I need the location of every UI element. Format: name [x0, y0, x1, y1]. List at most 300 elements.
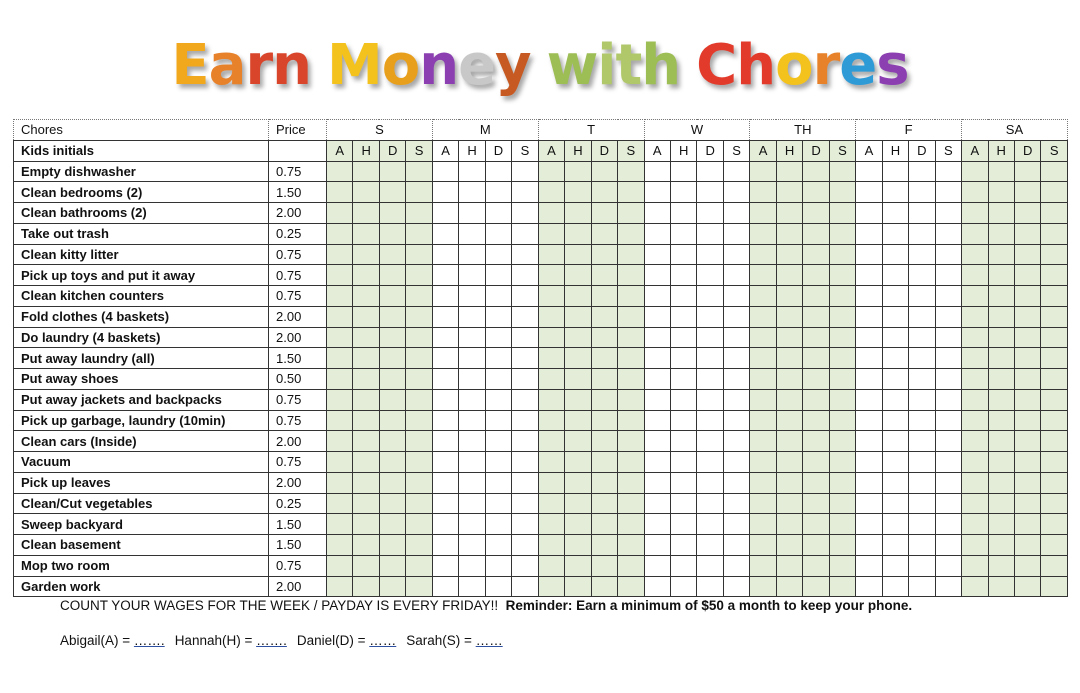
checkbox-cell[interactable] — [379, 493, 405, 514]
checkbox-cell[interactable] — [935, 244, 961, 265]
checkbox-cell[interactable] — [909, 348, 935, 369]
checkbox-cell[interactable] — [379, 265, 405, 286]
checkbox-cell[interactable] — [538, 410, 564, 431]
checkbox-cell[interactable] — [459, 161, 485, 182]
checkbox-cell[interactable] — [882, 348, 908, 369]
checkbox-cell[interactable] — [1041, 244, 1067, 265]
checkbox-cell[interactable] — [670, 327, 696, 348]
checkbox-cell[interactable] — [459, 327, 485, 348]
checkbox-cell[interactable] — [512, 452, 538, 473]
checkbox-cell[interactable] — [512, 265, 538, 286]
checkbox-cell[interactable] — [962, 452, 988, 473]
checkbox-cell[interactable] — [829, 327, 855, 348]
checkbox-cell[interactable] — [988, 369, 1014, 390]
checkbox-cell[interactable] — [882, 452, 908, 473]
checkbox-cell[interactable] — [776, 161, 802, 182]
checkbox-cell[interactable] — [327, 369, 353, 390]
checkbox-cell[interactable] — [618, 472, 644, 493]
checkbox-cell[interactable] — [327, 203, 353, 224]
checkbox-cell[interactable] — [856, 223, 882, 244]
checkbox-cell[interactable] — [829, 369, 855, 390]
checkbox-cell[interactable] — [432, 576, 458, 597]
checkbox-cell[interactable] — [909, 161, 935, 182]
checkbox-cell[interactable] — [406, 555, 433, 576]
checkbox-cell[interactable] — [670, 410, 696, 431]
checkbox-cell[interactable] — [512, 369, 538, 390]
checkbox-cell[interactable] — [459, 576, 485, 597]
checkbox-cell[interactable] — [882, 535, 908, 556]
checkbox-cell[interactable] — [962, 203, 988, 224]
checkbox-cell[interactable] — [670, 472, 696, 493]
checkbox-cell[interactable] — [644, 369, 670, 390]
checkbox-cell[interactable] — [432, 493, 458, 514]
checkbox-cell[interactable] — [618, 493, 644, 514]
checkbox-cell[interactable] — [1041, 431, 1067, 452]
checkbox-cell[interactable] — [803, 327, 829, 348]
checkbox-cell[interactable] — [723, 182, 749, 203]
checkbox-cell[interactable] — [591, 452, 617, 473]
checkbox-cell[interactable] — [882, 327, 908, 348]
checkbox-cell[interactable] — [512, 348, 538, 369]
checkbox-cell[interactable] — [856, 452, 882, 473]
checkbox-cell[interactable] — [1041, 348, 1067, 369]
checkbox-cell[interactable] — [406, 182, 433, 203]
checkbox-cell[interactable] — [829, 182, 855, 203]
checkbox-cell[interactable] — [856, 431, 882, 452]
checkbox-cell[interactable] — [803, 431, 829, 452]
checkbox-cell[interactable] — [512, 389, 538, 410]
checkbox-cell[interactable] — [988, 161, 1014, 182]
checkbox-cell[interactable] — [618, 431, 644, 452]
checkbox-cell[interactable] — [935, 265, 961, 286]
checkbox-cell[interactable] — [723, 576, 749, 597]
checkbox-cell[interactable] — [432, 223, 458, 244]
checkbox-cell[interactable] — [856, 286, 882, 307]
checkbox-cell[interactable] — [485, 203, 511, 224]
checkbox-cell[interactable] — [591, 161, 617, 182]
checkbox-cell[interactable] — [565, 244, 591, 265]
checkbox-cell[interactable] — [1041, 493, 1067, 514]
checkbox-cell[interactable] — [432, 369, 458, 390]
checkbox-cell[interactable] — [697, 410, 723, 431]
checkbox-cell[interactable] — [353, 327, 379, 348]
checkbox-cell[interactable] — [962, 389, 988, 410]
checkbox-cell[interactable] — [432, 265, 458, 286]
checkbox-cell[interactable] — [1014, 431, 1040, 452]
checkbox-cell[interactable] — [988, 410, 1014, 431]
checkbox-cell[interactable] — [935, 203, 961, 224]
checkbox-cell[interactable] — [935, 472, 961, 493]
checkbox-cell[interactable] — [750, 161, 776, 182]
checkbox-cell[interactable] — [406, 265, 433, 286]
checkbox-cell[interactable] — [512, 182, 538, 203]
checkbox-cell[interactable] — [935, 535, 961, 556]
checkbox-cell[interactable] — [591, 306, 617, 327]
checkbox-cell[interactable] — [1014, 182, 1040, 203]
checkbox-cell[interactable] — [432, 306, 458, 327]
checkbox-cell[interactable] — [803, 555, 829, 576]
checkbox-cell[interactable] — [697, 223, 723, 244]
checkbox-cell[interactable] — [829, 514, 855, 535]
checkbox-cell[interactable] — [379, 244, 405, 265]
checkbox-cell[interactable] — [723, 452, 749, 473]
checkbox-cell[interactable] — [697, 493, 723, 514]
checkbox-cell[interactable] — [670, 244, 696, 265]
checkbox-cell[interactable] — [909, 431, 935, 452]
checkbox-cell[interactable] — [565, 555, 591, 576]
checkbox-cell[interactable] — [432, 203, 458, 224]
checkbox-cell[interactable] — [882, 203, 908, 224]
checkbox-cell[interactable] — [327, 452, 353, 473]
checkbox-cell[interactable] — [882, 389, 908, 410]
checkbox-cell[interactable] — [670, 431, 696, 452]
checkbox-cell[interactable] — [618, 265, 644, 286]
checkbox-cell[interactable] — [750, 182, 776, 203]
checkbox-cell[interactable] — [670, 369, 696, 390]
checkbox-cell[interactable] — [803, 265, 829, 286]
checkbox-cell[interactable] — [909, 535, 935, 556]
checkbox-cell[interactable] — [750, 286, 776, 307]
checkbox-cell[interactable] — [538, 244, 564, 265]
checkbox-cell[interactable] — [459, 535, 485, 556]
checkbox-cell[interactable] — [670, 286, 696, 307]
checkbox-cell[interactable] — [829, 576, 855, 597]
checkbox-cell[interactable] — [618, 576, 644, 597]
checkbox-cell[interactable] — [750, 431, 776, 452]
checkbox-cell[interactable] — [750, 223, 776, 244]
checkbox-cell[interactable] — [591, 244, 617, 265]
checkbox-cell[interactable] — [432, 472, 458, 493]
checkbox-cell[interactable] — [776, 472, 802, 493]
checkbox-cell[interactable] — [856, 410, 882, 431]
checkbox-cell[interactable] — [406, 286, 433, 307]
checkbox-cell[interactable] — [353, 306, 379, 327]
checkbox-cell[interactable] — [856, 493, 882, 514]
checkbox-cell[interactable] — [538, 161, 564, 182]
checkbox-cell[interactable] — [909, 182, 935, 203]
checkbox-cell[interactable] — [565, 306, 591, 327]
checkbox-cell[interactable] — [591, 472, 617, 493]
checkbox-cell[interactable] — [353, 431, 379, 452]
checkbox-cell[interactable] — [856, 369, 882, 390]
checkbox-cell[interactable] — [353, 514, 379, 535]
checkbox-cell[interactable] — [909, 389, 935, 410]
checkbox-cell[interactable] — [644, 410, 670, 431]
checkbox-cell[interactable] — [935, 576, 961, 597]
checkbox-cell[interactable] — [1041, 182, 1067, 203]
checkbox-cell[interactable] — [829, 265, 855, 286]
checkbox-cell[interactable] — [644, 431, 670, 452]
checkbox-cell[interactable] — [459, 265, 485, 286]
checkbox-cell[interactable] — [406, 161, 433, 182]
checkbox-cell[interactable] — [803, 306, 829, 327]
checkbox-cell[interactable] — [1041, 306, 1067, 327]
checkbox-cell[interactable] — [909, 327, 935, 348]
checkbox-cell[interactable] — [618, 410, 644, 431]
checkbox-cell[interactable] — [670, 182, 696, 203]
checkbox-cell[interactable] — [432, 389, 458, 410]
checkbox-cell[interactable] — [723, 306, 749, 327]
checkbox-cell[interactable] — [485, 389, 511, 410]
checkbox-cell[interactable] — [988, 244, 1014, 265]
checkbox-cell[interactable] — [459, 182, 485, 203]
checkbox-cell[interactable] — [829, 535, 855, 556]
checkbox-cell[interactable] — [565, 369, 591, 390]
checkbox-cell[interactable] — [565, 535, 591, 556]
checkbox-cell[interactable] — [856, 535, 882, 556]
checkbox-cell[interactable] — [829, 410, 855, 431]
checkbox-cell[interactable] — [565, 472, 591, 493]
checkbox-cell[interactable] — [485, 535, 511, 556]
checkbox-cell[interactable] — [697, 182, 723, 203]
checkbox-cell[interactable] — [644, 389, 670, 410]
checkbox-cell[interactable] — [353, 244, 379, 265]
checkbox-cell[interactable] — [327, 348, 353, 369]
checkbox-cell[interactable] — [432, 327, 458, 348]
checkbox-cell[interactable] — [988, 203, 1014, 224]
checkbox-cell[interactable] — [750, 203, 776, 224]
checkbox-cell[interactable] — [618, 535, 644, 556]
checkbox-cell[interactable] — [485, 369, 511, 390]
checkbox-cell[interactable] — [803, 244, 829, 265]
checkbox-cell[interactable] — [750, 555, 776, 576]
checkbox-cell[interactable] — [459, 493, 485, 514]
checkbox-cell[interactable] — [988, 327, 1014, 348]
checkbox-cell[interactable] — [644, 452, 670, 473]
checkbox-cell[interactable] — [591, 555, 617, 576]
checkbox-cell[interactable] — [856, 203, 882, 224]
checkbox-cell[interactable] — [697, 576, 723, 597]
checkbox-cell[interactable] — [803, 223, 829, 244]
checkbox-cell[interactable] — [485, 452, 511, 473]
checkbox-cell[interactable] — [353, 265, 379, 286]
checkbox-cell[interactable] — [406, 410, 433, 431]
checkbox-cell[interactable] — [988, 182, 1014, 203]
checkbox-cell[interactable] — [988, 265, 1014, 286]
checkbox-cell[interactable] — [1041, 286, 1067, 307]
checkbox-cell[interactable] — [776, 493, 802, 514]
checkbox-cell[interactable] — [723, 555, 749, 576]
checkbox-cell[interactable] — [935, 555, 961, 576]
checkbox-cell[interactable] — [670, 306, 696, 327]
checkbox-cell[interactable] — [829, 452, 855, 473]
checkbox-cell[interactable] — [935, 348, 961, 369]
total-blank[interactable]: …… — [475, 633, 503, 648]
checkbox-cell[interactable] — [591, 369, 617, 390]
checkbox-cell[interactable] — [882, 306, 908, 327]
checkbox-cell[interactable] — [697, 535, 723, 556]
checkbox-cell[interactable] — [565, 182, 591, 203]
checkbox-cell[interactable] — [882, 431, 908, 452]
checkbox-cell[interactable] — [882, 555, 908, 576]
checkbox-cell[interactable] — [1014, 514, 1040, 535]
checkbox-cell[interactable] — [829, 203, 855, 224]
checkbox-cell[interactable] — [432, 535, 458, 556]
checkbox-cell[interactable] — [803, 535, 829, 556]
checkbox-cell[interactable] — [538, 535, 564, 556]
checkbox-cell[interactable] — [750, 244, 776, 265]
checkbox-cell[interactable] — [565, 389, 591, 410]
checkbox-cell[interactable] — [697, 327, 723, 348]
checkbox-cell[interactable] — [618, 389, 644, 410]
checkbox-cell[interactable] — [750, 493, 776, 514]
checkbox-cell[interactable] — [829, 244, 855, 265]
checkbox-cell[interactable] — [1041, 223, 1067, 244]
checkbox-cell[interactable] — [988, 555, 1014, 576]
checkbox-cell[interactable] — [485, 286, 511, 307]
checkbox-cell[interactable] — [512, 555, 538, 576]
checkbox-cell[interactable] — [353, 535, 379, 556]
checkbox-cell[interactable] — [750, 410, 776, 431]
checkbox-cell[interactable] — [1014, 306, 1040, 327]
checkbox-cell[interactable] — [591, 327, 617, 348]
checkbox-cell[interactable] — [353, 452, 379, 473]
checkbox-cell[interactable] — [962, 369, 988, 390]
checkbox-cell[interactable] — [618, 348, 644, 369]
checkbox-cell[interactable] — [882, 576, 908, 597]
checkbox-cell[interactable] — [962, 493, 988, 514]
checkbox-cell[interactable] — [565, 514, 591, 535]
checkbox-cell[interactable] — [776, 265, 802, 286]
checkbox-cell[interactable] — [962, 265, 988, 286]
checkbox-cell[interactable] — [750, 389, 776, 410]
checkbox-cell[interactable] — [776, 514, 802, 535]
checkbox-cell[interactable] — [962, 410, 988, 431]
checkbox-cell[interactable] — [803, 203, 829, 224]
checkbox-cell[interactable] — [406, 203, 433, 224]
checkbox-cell[interactable] — [565, 410, 591, 431]
checkbox-cell[interactable] — [459, 306, 485, 327]
checkbox-cell[interactable] — [459, 514, 485, 535]
checkbox-cell[interactable] — [829, 555, 855, 576]
checkbox-cell[interactable] — [485, 410, 511, 431]
checkbox-cell[interactable] — [459, 203, 485, 224]
checkbox-cell[interactable] — [776, 555, 802, 576]
checkbox-cell[interactable] — [379, 472, 405, 493]
checkbox-cell[interactable] — [670, 493, 696, 514]
checkbox-cell[interactable] — [618, 452, 644, 473]
checkbox-cell[interactable] — [776, 369, 802, 390]
checkbox-cell[interactable] — [1041, 327, 1067, 348]
checkbox-cell[interactable] — [644, 286, 670, 307]
checkbox-cell[interactable] — [327, 493, 353, 514]
checkbox-cell[interactable] — [723, 535, 749, 556]
checkbox-cell[interactable] — [591, 265, 617, 286]
checkbox-cell[interactable] — [750, 452, 776, 473]
checkbox-cell[interactable] — [723, 203, 749, 224]
checkbox-cell[interactable] — [1014, 348, 1040, 369]
checkbox-cell[interactable] — [723, 161, 749, 182]
checkbox-cell[interactable] — [379, 203, 405, 224]
checkbox-cell[interactable] — [432, 161, 458, 182]
checkbox-cell[interactable] — [909, 410, 935, 431]
checkbox-cell[interactable] — [856, 576, 882, 597]
checkbox-cell[interactable] — [829, 389, 855, 410]
checkbox-cell[interactable] — [935, 369, 961, 390]
checkbox-cell[interactable] — [591, 203, 617, 224]
checkbox-cell[interactable] — [327, 410, 353, 431]
checkbox-cell[interactable] — [882, 161, 908, 182]
checkbox-cell[interactable] — [459, 286, 485, 307]
checkbox-cell[interactable] — [591, 514, 617, 535]
checkbox-cell[interactable] — [776, 182, 802, 203]
checkbox-cell[interactable] — [909, 493, 935, 514]
checkbox-cell[interactable] — [962, 244, 988, 265]
checkbox-cell[interactable] — [327, 286, 353, 307]
checkbox-cell[interactable] — [723, 348, 749, 369]
checkbox-cell[interactable] — [406, 327, 433, 348]
checkbox-cell[interactable] — [962, 576, 988, 597]
checkbox-cell[interactable] — [803, 514, 829, 535]
checkbox-cell[interactable] — [697, 348, 723, 369]
checkbox-cell[interactable] — [644, 576, 670, 597]
checkbox-cell[interactable] — [856, 514, 882, 535]
checkbox-cell[interactable] — [670, 203, 696, 224]
checkbox-cell[interactable] — [379, 327, 405, 348]
checkbox-cell[interactable] — [565, 576, 591, 597]
checkbox-cell[interactable] — [750, 265, 776, 286]
checkbox-cell[interactable] — [538, 223, 564, 244]
checkbox-cell[interactable] — [512, 535, 538, 556]
checkbox-cell[interactable] — [459, 431, 485, 452]
checkbox-cell[interactable] — [432, 431, 458, 452]
checkbox-cell[interactable] — [644, 244, 670, 265]
total-blank[interactable]: ……. — [256, 633, 287, 648]
checkbox-cell[interactable] — [962, 182, 988, 203]
checkbox-cell[interactable] — [935, 493, 961, 514]
checkbox-cell[interactable] — [670, 265, 696, 286]
checkbox-cell[interactable] — [988, 389, 1014, 410]
checkbox-cell[interactable] — [591, 431, 617, 452]
checkbox-cell[interactable] — [1014, 535, 1040, 556]
checkbox-cell[interactable] — [538, 182, 564, 203]
checkbox-cell[interactable] — [512, 493, 538, 514]
checkbox-cell[interactable] — [723, 410, 749, 431]
checkbox-cell[interactable] — [618, 286, 644, 307]
checkbox-cell[interactable] — [485, 161, 511, 182]
checkbox-cell[interactable] — [988, 431, 1014, 452]
checkbox-cell[interactable] — [1041, 410, 1067, 431]
checkbox-cell[interactable] — [406, 306, 433, 327]
checkbox-cell[interactable] — [670, 223, 696, 244]
checkbox-cell[interactable] — [591, 182, 617, 203]
checkbox-cell[interactable] — [432, 348, 458, 369]
checkbox-cell[interactable] — [644, 535, 670, 556]
checkbox-cell[interactable] — [512, 203, 538, 224]
checkbox-cell[interactable] — [538, 265, 564, 286]
checkbox-cell[interactable] — [459, 410, 485, 431]
checkbox-cell[interactable] — [856, 265, 882, 286]
checkbox-cell[interactable] — [565, 223, 591, 244]
checkbox-cell[interactable] — [406, 493, 433, 514]
checkbox-cell[interactable] — [723, 369, 749, 390]
checkbox-cell[interactable] — [406, 369, 433, 390]
checkbox-cell[interactable] — [618, 306, 644, 327]
checkbox-cell[interactable] — [406, 348, 433, 369]
checkbox-cell[interactable] — [776, 286, 802, 307]
checkbox-cell[interactable] — [353, 203, 379, 224]
checkbox-cell[interactable] — [618, 555, 644, 576]
checkbox-cell[interactable] — [538, 389, 564, 410]
checkbox-cell[interactable] — [485, 306, 511, 327]
checkbox-cell[interactable] — [459, 452, 485, 473]
checkbox-cell[interactable] — [935, 389, 961, 410]
checkbox-cell[interactable] — [538, 369, 564, 390]
checkbox-cell[interactable] — [618, 514, 644, 535]
checkbox-cell[interactable] — [591, 389, 617, 410]
checkbox-cell[interactable] — [379, 223, 405, 244]
checkbox-cell[interactable] — [1041, 203, 1067, 224]
